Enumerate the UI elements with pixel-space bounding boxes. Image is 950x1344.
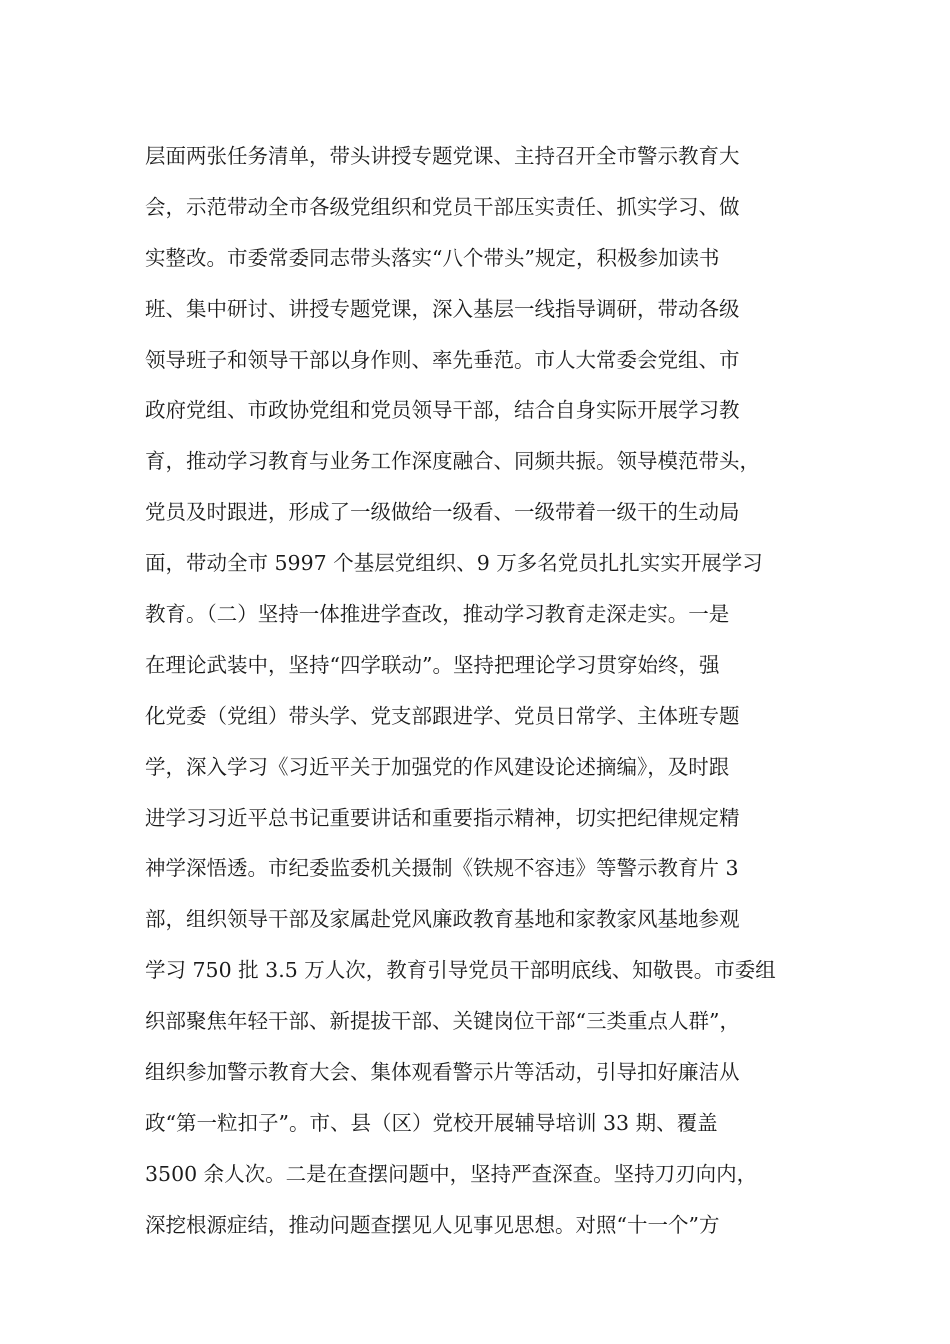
text-line: 教育。（二）坚持一体推进学查改，推动学习教育走深走实。一是 [145, 602, 730, 627]
text-line: 组织参加警示教育大会、集体观看警示片等活动，引导扣好廉洁从 [145, 1060, 740, 1085]
text-line: 进学习习近平总书记重要讲话和重要指示精神，切实把纪律规定精 [145, 805, 740, 830]
text-line: 织部聚焦年轻干部、新提拔干部、关键岗位干部“三类重点人群”， [145, 1009, 740, 1034]
text-line: 层面两张任务清单，带头讲授专题党课、主持召开全市警示教育大 [145, 144, 740, 168]
text-line: 育，推动学习教育与业务工作深度融合、同频共振。领导模范带头， [145, 449, 760, 474]
text-line: 神学深悟透。市纪委监委机关摄制《铁规不容违》等警示教育片 3 [145, 856, 739, 881]
text-line: 在理论武装中，坚持“四学联动”。坚持把理论学习贯穿始终，强 [145, 652, 720, 677]
text-line: 领导班子和领导干部以身作则、率先垂范。市人大常委会党组、市 [145, 347, 740, 372]
text-line: 学，深入学习《习近平关于加强党的作风建设论述摘编》，及时跟 [145, 754, 730, 779]
text-line: 学习 750 批 3.5 万人次，教育引导党员干部明底线、知敬畏。市委组 [145, 958, 776, 983]
body-paragraph [145, 131, 825, 1251]
text-line: 实整改。市委常委同志带头落实“八个带头”规定，积极参加读书 [145, 245, 720, 270]
text-line: 党员及时跟进，形成了一级做给一级看、一级带着一级干的生动局 [145, 500, 740, 525]
text-line: 政府党组、市政协党组和党员领导干部，结合自身实际开展学习教 [145, 398, 740, 423]
text-line: 班、集中研讨、讲授专题党课，深入基层一线指导调研，带动各级 [145, 296, 740, 321]
text-line: 深挖根源症结，推动问题查摆见人见事见思想。对照“十一个”方 [145, 1212, 720, 1237]
text-line: 部，组织领导干部及家属赴党风廉政教育基地和家教家风基地参观 [145, 907, 740, 932]
text-line: 3500 余人次。二是在查摆问题中，坚持严查深查。坚持刀刃向内， [145, 1161, 758, 1186]
text-line: 面，带动全市 5997 个基层党组织、9 万多名党员扎扎实实开展学习 [145, 551, 763, 576]
text-line: 化党委（党组）带头学、党支部跟进学、党员日常学、主体班专题 [145, 703, 740, 728]
text-line: 会，示范带动全市各级党组织和党员干部压实责任、抓实学习、做 [145, 194, 740, 219]
text-line: 政“第一粒扣子”。市、县（区）党校开展辅导培训 33 期、覆盖 [145, 1110, 718, 1135]
